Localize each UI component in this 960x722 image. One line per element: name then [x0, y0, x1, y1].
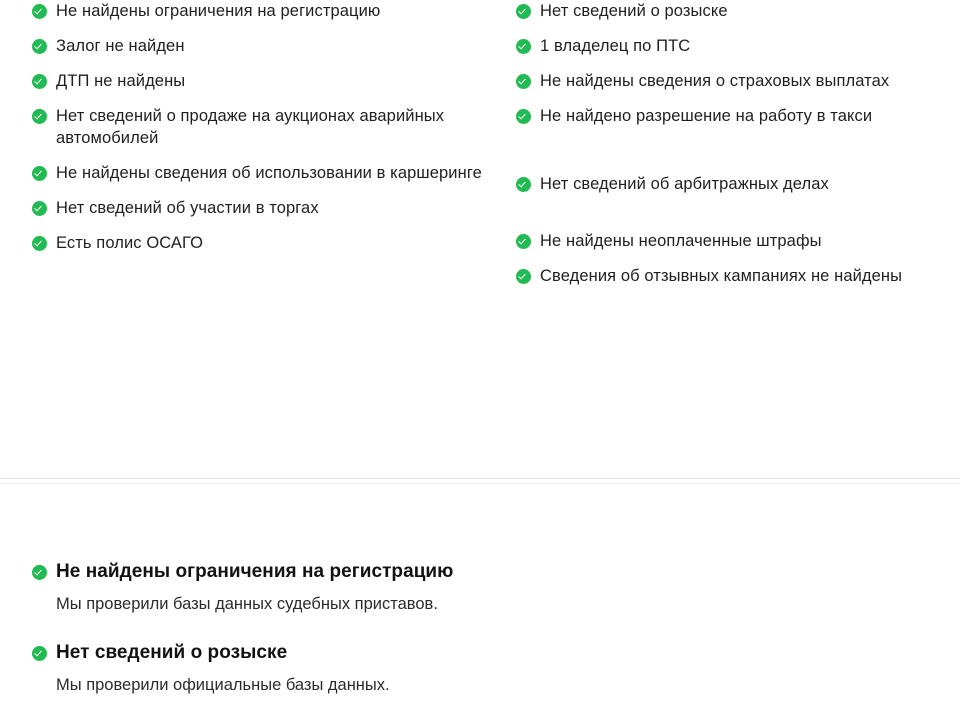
list-item[interactable]: [516, 70, 952, 92]
list-item-label: ДТП не найдены: [56, 72, 186, 90]
summary-left-column: [0, 0, 508, 300]
check-circle-icon: [516, 109, 531, 124]
list-item-label: Нет сведений о розыске: [540, 2, 728, 20]
check-circle-icon: [32, 236, 47, 251]
check-circle-icon: [32, 565, 47, 580]
check-circle-icon: [516, 177, 531, 192]
list-item[interactable]: [32, 70, 498, 92]
detail-header: [32, 560, 960, 584]
detail-description: Мы проверили официальные базы данных.: [56, 676, 390, 694]
list-item[interactable]: [516, 105, 952, 127]
list-item[interactable]: [32, 162, 498, 184]
list-item-label: Не найдены сведения об использовании в каршеринге: [56, 164, 482, 182]
list-item-label: Нет сведений о продаже на аукционах аварийных автомобилей: [56, 107, 445, 147]
check-circle-icon: [32, 4, 47, 19]
list-item[interactable]: [32, 197, 498, 219]
summary-right-column: [508, 0, 960, 300]
list-item-label: Не найдены сведения о страховых выплатах: [540, 72, 890, 90]
list-item-label: Нет сведений об участии в торгах: [56, 199, 319, 217]
check-circle-icon: [32, 39, 47, 54]
list-item[interactable]: [32, 105, 498, 149]
check-circle-icon: [516, 234, 531, 249]
summary-checklist: [0, 0, 960, 300]
check-circle-icon: [516, 39, 531, 54]
details-section: [0, 560, 960, 722]
check-circle-icon: [32, 201, 47, 216]
detail-title: Не найдены ограничения на регистрацию: [56, 561, 454, 582]
check-circle-icon: [32, 166, 47, 181]
list-item[interactable]: [516, 173, 952, 195]
list-item[interactable]: [516, 230, 952, 252]
list-item-label: Залог не найден: [56, 37, 185, 55]
detail-block-registration-restrictions: [32, 560, 960, 615]
list-item-label: Есть полис ОСАГО: [56, 234, 204, 252]
check-circle-icon: [32, 646, 47, 661]
check-circle-icon: [32, 74, 47, 89]
detail-header: [32, 641, 960, 665]
check-circle-icon: [516, 74, 531, 89]
check-circle-icon: [516, 4, 531, 19]
list-item-label: Нет сведений об арбитражных делах: [540, 175, 829, 193]
section-divider: [0, 478, 960, 479]
detail-title: Нет сведений о розыске: [56, 642, 288, 663]
list-item[interactable]: [516, 35, 952, 57]
list-item[interactable]: [32, 232, 498, 254]
list-item[interactable]: [32, 35, 498, 57]
list-item-label: 1 владелец по ПТС: [540, 37, 691, 55]
list-item-label: Не найдено разрешение на работу в такси: [540, 107, 873, 125]
list-item[interactable]: [516, 0, 952, 22]
check-circle-icon: [516, 269, 531, 284]
section-divider-secondary: [0, 483, 960, 484]
list-item-label: Не найдены неоплаченные штрафы: [540, 232, 822, 250]
list-item[interactable]: [32, 0, 498, 22]
list-item[interactable]: [516, 265, 952, 287]
list-item-label: Сведения об отзывных кампаниях не найдены: [540, 267, 903, 285]
list-item-label: Не найдены ограничения на регистрацию: [56, 2, 381, 20]
detail-block-wanted-status: [32, 641, 960, 696]
detail-description: Мы проверили базы данных судебных приставов.: [56, 595, 438, 613]
check-circle-icon: [32, 109, 47, 124]
